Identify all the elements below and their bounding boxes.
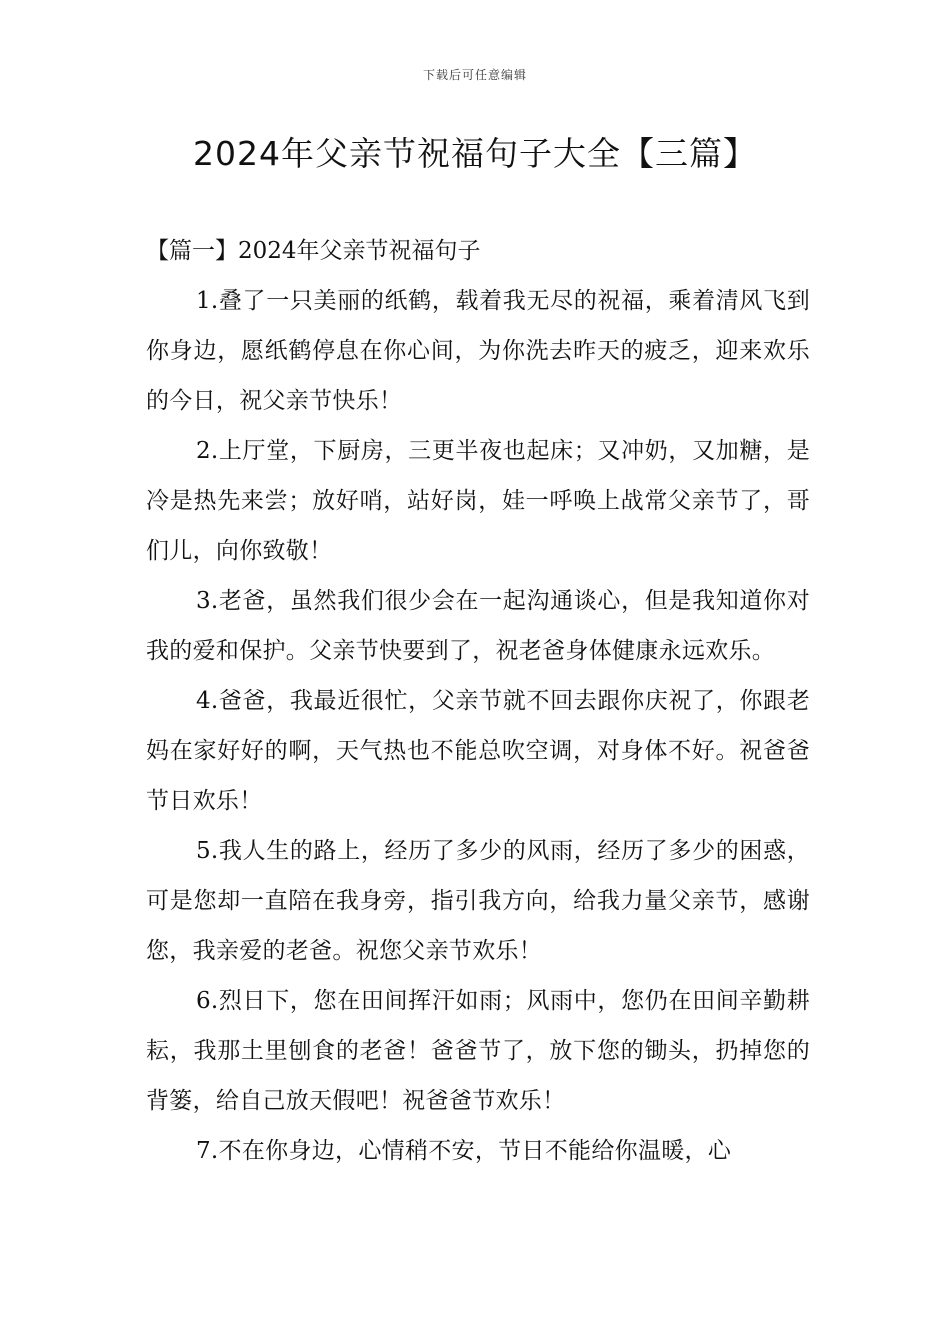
paragraph-6: 6.烈日下，您在田间挥汗如雨；风雨中，您仍在田间辛勤耕耘，我那土里刨食的老爸！爸爸节了，放下您的锄头，扔掉您的背篓，给自己放天假吧！祝爸爸节欢乐！	[146, 988, 810, 1114]
document-title: 2024年父亲节祝福句子大全【三篇】	[193, 134, 757, 173]
paragraph-7: 7.不在你身边，心情稍不安，节日不能给你温暖，心	[196, 1138, 732, 1164]
paragraph-5: 5.我人生的路上，经历了多少的风雨，经历了多少的困惑，可是您却一直陪在我身旁，指引我方向，给我力量父亲节，感谢您，我亲爱的老爸。祝您父亲节欢乐！	[146, 838, 810, 964]
paragraph-4: 4.爸爸，我最近很忙，父亲节就不回去跟你庆祝了，你跟老妈在家好好的啊，天气热也不能总吹空调，对身体不好。祝爸爸节日欢乐！	[146, 688, 810, 814]
section-heading: 【篇一】2024年父亲节祝福句子	[146, 238, 481, 264]
document-body	[146, 226, 810, 1176]
header-note: 下载后可任意编辑	[422, 68, 527, 82]
paragraph-3: 3.老爸，虽然我们很少会在一起沟通谈心，但是我知道你对我的爱和保护。父亲节快要到了，祝老爸身体健康永远欢乐。	[146, 588, 810, 664]
paragraph-1: 1.叠了一只美丽的纸鹤，载着我无尽的祝福，乘着清风飞到你身边，愿纸鹤停息在你心间，为你洗去昨天的疲乏，迎来欢乐的今日，祝父亲节快乐！	[146, 288, 810, 414]
paragraph-2: 2.上厅堂，下厨房，三更半夜也起床；又冲奶，又加糖，是冷是热先来尝；放好哨，站好岗，娃一呼唤上战常父亲节了，哥们儿，向你致敬！	[146, 438, 810, 564]
